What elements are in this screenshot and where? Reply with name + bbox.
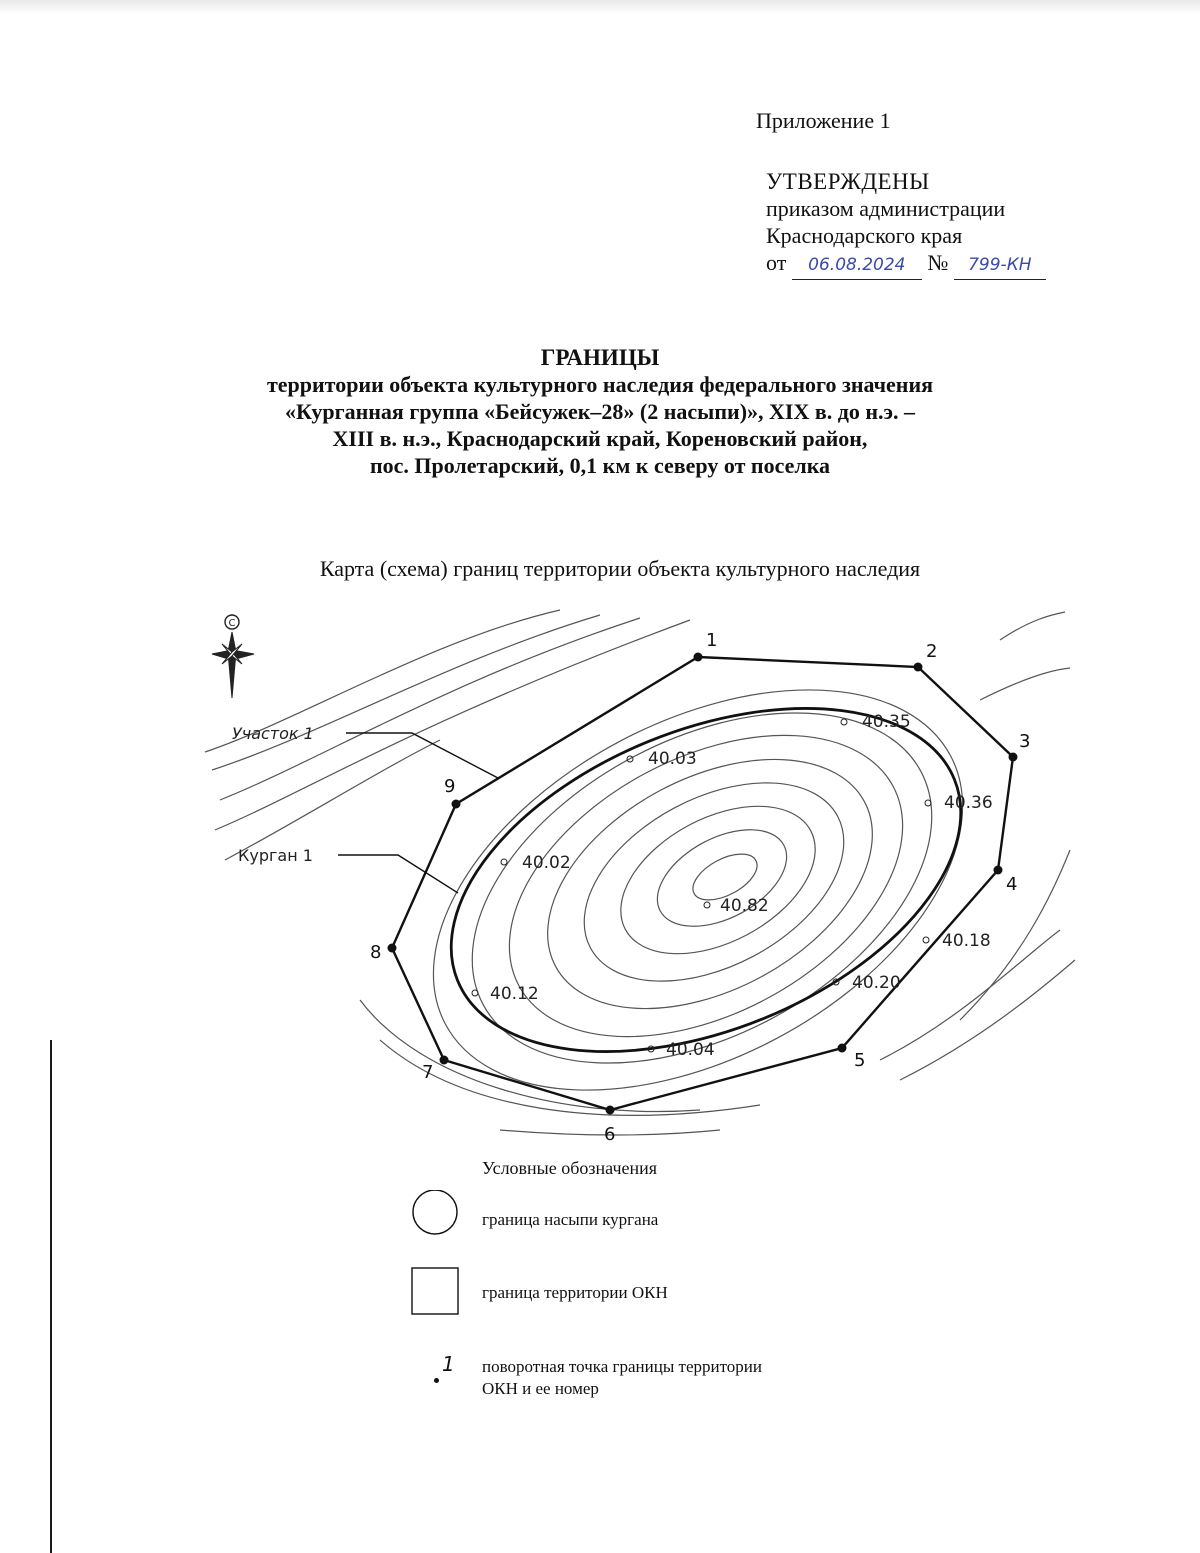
legend-point-dot-icon: [434, 1378, 439, 1383]
elevation-label: 40.36: [944, 793, 993, 813]
turning-point-marker: [694, 653, 703, 662]
order-line-1: приказом администрации: [766, 196, 1006, 221]
turning-point-marker: [914, 663, 923, 672]
document-title: [150, 344, 1050, 479]
elevation-label: 40.04: [666, 1040, 715, 1060]
title-line-1: территории объекта культурного наследия федерального значения: [266, 372, 934, 397]
compass-north-letter: С: [228, 618, 236, 629]
number-prefix: №: [927, 250, 949, 275]
legend-point-number: 1: [442, 1352, 455, 1376]
point-label-1: 1: [706, 630, 718, 651]
legend-symbols: [405, 1190, 465, 1340]
scan-left-edge: [50, 1040, 52, 1553]
order-line-2: Краснодарского края: [766, 223, 963, 248]
legend-mound-boundary: граница насыпи кургана: [482, 1210, 659, 1229]
compass-rose-icon: [212, 615, 254, 698]
point-label-2: 2: [926, 641, 938, 662]
elevation-label: 40.18: [942, 931, 991, 951]
map-labels: [232, 724, 314, 865]
elevation-label: 40.12: [490, 984, 539, 1004]
appendix-label: Приложение 1: [756, 108, 891, 133]
point-label-5: 5: [854, 1050, 866, 1071]
elevation-label: 40.35: [862, 712, 911, 732]
point-label-9: 9: [444, 776, 456, 797]
point-label-6: 6: [604, 1124, 616, 1145]
approval-block: [766, 168, 1046, 280]
turning-point-marker: [440, 1056, 449, 1065]
legend-title: Условные обозначения: [482, 1158, 658, 1178]
legend-territory-boundary: граница территории ОКН: [482, 1283, 668, 1302]
point-label-3: 3: [1019, 731, 1031, 752]
point-label-4: 4: [1006, 874, 1018, 895]
title-line-4: пос. Пролетарский, 0,1 км к северу от поселка: [369, 453, 831, 478]
leader-lines: [338, 733, 498, 893]
from-prefix: от: [766, 250, 787, 275]
turning-point-marker: [838, 1044, 847, 1053]
mound-label: Курган 1: [238, 846, 313, 865]
legend-square-icon: [412, 1268, 458, 1314]
legend-turning-point-line-2: ОКН и ее номер: [482, 1379, 599, 1398]
point-label-7: 7: [422, 1062, 434, 1083]
title-line-2: «Курганная группа «Бейсужек–28» (2 насыпи)», XIX в. до н.э. –: [284, 399, 916, 424]
elevation-label: 40.02: [522, 853, 571, 873]
turning-point-marker: [994, 866, 1003, 875]
turning-point-marker: [606, 1106, 615, 1115]
elevation-label: 40.82: [720, 896, 769, 916]
elevation-label: 40.20: [852, 973, 901, 993]
map-caption: Карта (схема) границ территории объекта культурного наследия: [319, 556, 921, 581]
order-date-number-line: [766, 249, 1046, 280]
point-label-8: 8: [370, 942, 382, 963]
turning-point-marker: [452, 800, 461, 809]
title-line-3: XIII в. н.э., Краснодарский край, Кореновский район,: [332, 426, 868, 451]
turning-point-marker: [1009, 753, 1018, 762]
legend-turning-point: [482, 1356, 762, 1400]
elevation-label: 40.03: [648, 749, 697, 769]
scan-edge-shadow: [0, 0, 1200, 14]
handwritten-date: 06.08.2024: [792, 252, 922, 280]
contour-lines: [205, 607, 1075, 1145]
boundary-map: [190, 600, 1090, 1145]
title-main: ГРАНИЦЫ: [540, 345, 660, 370]
approved-heading: УТВЕРЖДЕНЫ: [766, 169, 930, 194]
turning-point-marker: [388, 944, 397, 953]
handwritten-number: 799-КН: [954, 252, 1046, 280]
legend-turning-point-line-1: поворотная точка границы территории: [482, 1357, 762, 1376]
legend-circle-icon: [413, 1190, 457, 1234]
area-label: Участок 1: [232, 724, 314, 743]
